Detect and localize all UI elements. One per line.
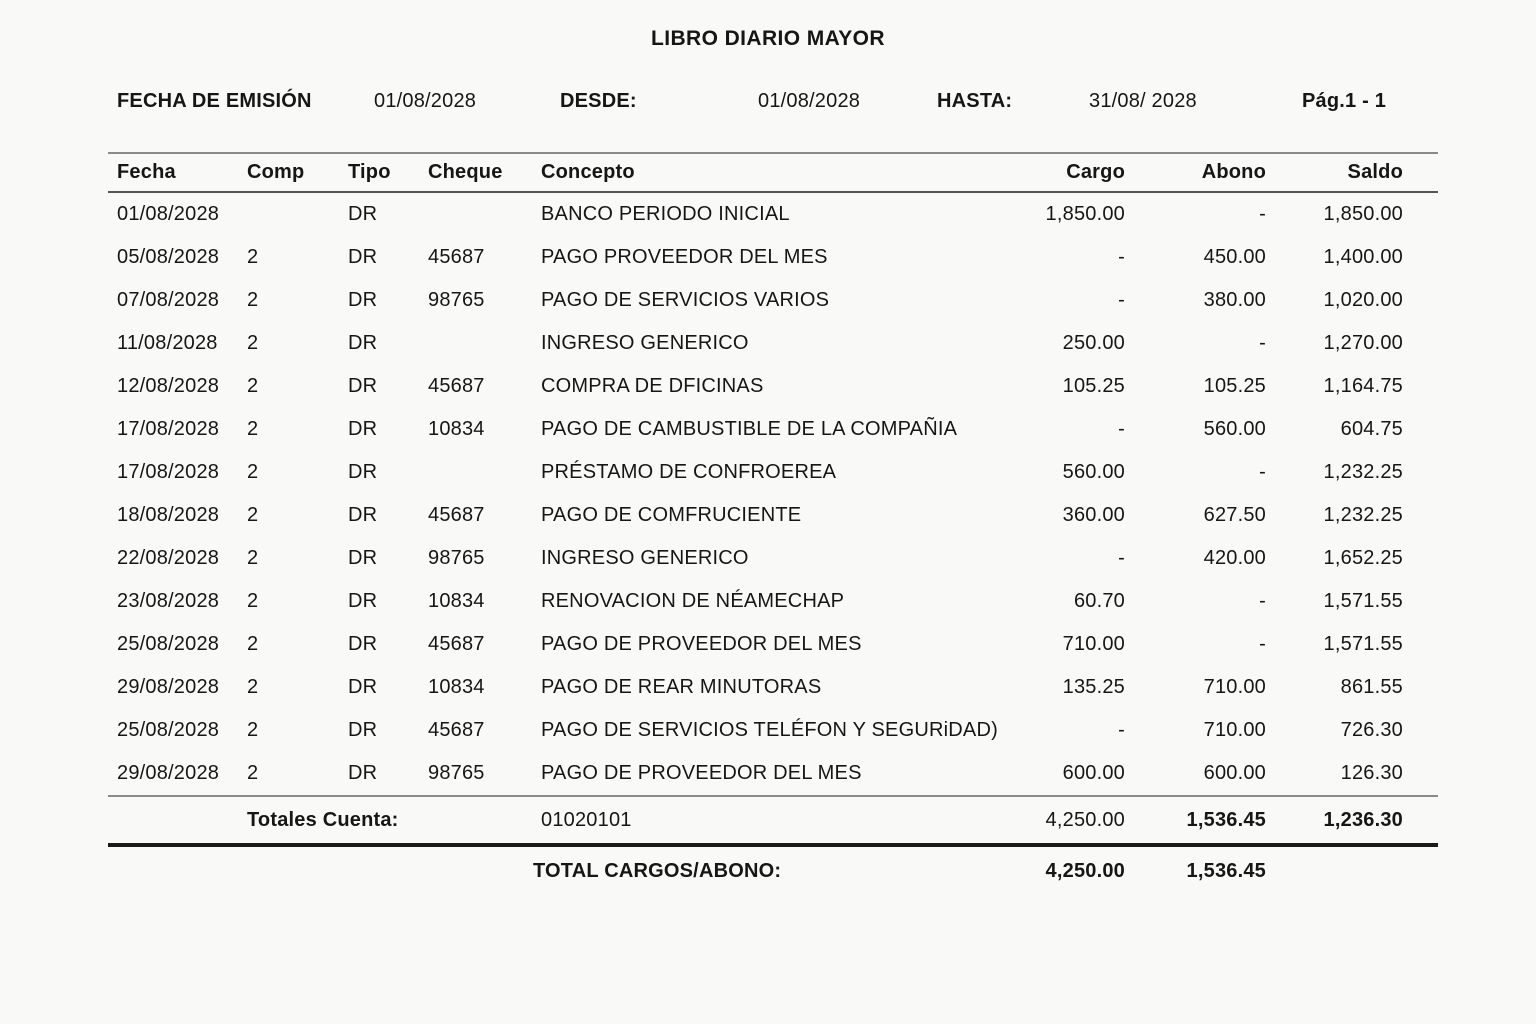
to-date-label: HASTA: xyxy=(937,90,1013,112)
cell-concepto: PAGO DE PROVEEDOR DEL MES xyxy=(541,633,862,655)
cell-cheque: 10834 xyxy=(428,590,485,612)
table-row xyxy=(108,365,1438,408)
cell-cheque: 45687 xyxy=(428,633,485,655)
cell-abono: - xyxy=(1259,633,1266,655)
from-date-value: 01/08/2028 xyxy=(758,90,861,112)
table-row xyxy=(108,537,1438,580)
table-row xyxy=(108,193,1438,236)
account-number: 01020101 xyxy=(541,808,632,831)
cell-abono: 600.00 xyxy=(1203,762,1266,784)
cell-cargo: 60.70 xyxy=(1073,590,1125,612)
cell-comp: 2 xyxy=(247,719,259,741)
cell-saldo: 1,020.00 xyxy=(1323,289,1403,311)
grand-total-row xyxy=(108,847,1438,895)
cell-tipo: DR xyxy=(348,590,378,612)
cell-cargo: 600.00 xyxy=(1062,762,1125,784)
cell-tipo: DR xyxy=(348,719,378,741)
table-row xyxy=(108,322,1438,365)
cell-fecha: 29/08/2028 xyxy=(117,676,220,698)
cell-comp: 2 xyxy=(247,676,259,698)
cell-saldo: 1,400.00 xyxy=(1323,246,1403,268)
cell-cheque: 10834 xyxy=(428,676,485,698)
cell-abono: 710.00 xyxy=(1203,676,1266,698)
cell-saldo: 1,652.25 xyxy=(1323,547,1403,569)
cell-comp: 2 xyxy=(247,633,259,655)
cell-fecha: 29/08/2028 xyxy=(117,762,220,784)
table-row xyxy=(108,580,1438,623)
cell-saldo: 861.55 xyxy=(1340,676,1403,698)
cell-concepto: PAGO DE SERVICIOS VARIOS xyxy=(541,289,830,311)
page-title: LIBRO DIARIO MAYOR xyxy=(651,27,885,50)
cell-fecha: 01/08/2028 xyxy=(117,203,220,225)
cell-fecha: 22/08/2028 xyxy=(117,547,220,569)
account-totals-label: Totales Cuenta: xyxy=(247,808,399,831)
table-row xyxy=(108,752,1438,795)
page-number: Pág.1 - 1 xyxy=(1302,90,1387,112)
cell-tipo: DR xyxy=(348,547,378,569)
cell-cargo: - xyxy=(1118,246,1125,268)
cell-comp: 2 xyxy=(247,547,259,569)
cell-comp: 2 xyxy=(247,332,259,354)
grand-total-abono: 1,536.45 xyxy=(1186,859,1266,882)
table-row xyxy=(108,236,1438,279)
ledger-table xyxy=(108,152,1438,895)
cell-saldo: 1,270.00 xyxy=(1323,332,1403,354)
cell-cargo: - xyxy=(1118,289,1125,311)
cell-tipo: DR xyxy=(348,633,378,655)
cell-cargo: - xyxy=(1118,418,1125,440)
cell-fecha: 25/08/2028 xyxy=(117,633,220,655)
column-header-fecha: Fecha xyxy=(117,161,176,183)
cell-cheque: 98765 xyxy=(428,547,485,569)
cell-abono: 380.00 xyxy=(1203,289,1266,311)
cell-abono: - xyxy=(1259,590,1266,612)
cell-fecha: 07/08/2028 xyxy=(117,289,220,311)
cell-abono: - xyxy=(1259,203,1266,225)
from-date-label: DESDE: xyxy=(560,90,637,112)
grand-total-label: TOTAL CARGOS/ABONO: xyxy=(533,859,782,882)
cell-cargo: 560.00 xyxy=(1062,461,1125,483)
cell-cheque: 45687 xyxy=(428,246,485,268)
table-header-row xyxy=(108,152,1438,193)
cell-cheque: 45687 xyxy=(428,719,485,741)
cell-comp: 2 xyxy=(247,418,259,440)
cell-saldo: 126.30 xyxy=(1340,762,1403,784)
cell-tipo: DR xyxy=(348,762,378,784)
cell-comp: 2 xyxy=(247,762,259,784)
table-row xyxy=(108,451,1438,494)
cell-fecha: 11/08/2028 xyxy=(117,332,218,354)
cell-concepto: PAGO DE COMFRUCIENTE xyxy=(541,504,802,526)
account-total-abono: 1,536.45 xyxy=(1186,808,1266,831)
cell-concepto: INGRESO GENERICO xyxy=(541,332,749,354)
cell-cargo: 710.00 xyxy=(1062,633,1125,655)
table-row xyxy=(108,623,1438,666)
cell-abono: - xyxy=(1259,332,1266,354)
cell-concepto: PAGO DE SERVICIOS TELÉFON Y SEGURiDAD) xyxy=(541,719,998,741)
cell-concepto: BANCO PERIODO INICIAL xyxy=(541,203,790,225)
to-date-value: 31/08/ 2028 xyxy=(1089,90,1197,112)
cell-abono: 710.00 xyxy=(1203,719,1266,741)
cell-saldo: 726.30 xyxy=(1340,719,1403,741)
cell-concepto: RENOVACION DE NÉAMECHAP xyxy=(541,590,845,612)
cell-saldo: 604.75 xyxy=(1340,418,1403,440)
cell-comp: 2 xyxy=(247,375,259,397)
cell-saldo: 1,571.55 xyxy=(1323,590,1403,612)
column-header-tipo: Tipo xyxy=(348,161,391,183)
report-meta-bar xyxy=(0,90,1536,116)
table-row xyxy=(108,666,1438,709)
column-header-saldo: Saldo xyxy=(1347,161,1403,183)
cell-fecha: 17/08/2028 xyxy=(117,418,220,440)
column-header-concepto: Concepto xyxy=(541,161,635,183)
table-row xyxy=(108,279,1438,322)
cell-concepto: PAGO PROVEEDOR DEL MES xyxy=(541,246,828,268)
cell-abono: 450.00 xyxy=(1203,246,1266,268)
cell-saldo: 1,850.00 xyxy=(1323,203,1403,225)
cell-comp: 2 xyxy=(247,461,259,483)
table-row xyxy=(108,709,1438,752)
cell-concepto: PAGO DE REAR MINUTORAS xyxy=(541,676,822,698)
cell-saldo: 1,571.55 xyxy=(1323,633,1403,655)
column-header-comp: Comp xyxy=(247,161,305,183)
cell-concepto: PAGO DE PROVEEDOR DEL MES xyxy=(541,762,862,784)
cell-cheque: 45687 xyxy=(428,504,485,526)
cell-cargo: - xyxy=(1118,719,1125,741)
cell-cargo: 105.25 xyxy=(1062,375,1125,397)
cell-tipo: DR xyxy=(348,461,378,483)
cell-tipo: DR xyxy=(348,504,378,526)
cell-cargo: 1,850.00 xyxy=(1045,203,1125,225)
cell-fecha: 17/08/2028 xyxy=(117,461,220,483)
cell-comp: 2 xyxy=(247,504,259,526)
cell-tipo: DR xyxy=(348,418,378,440)
cell-tipo: DR xyxy=(348,289,378,311)
table-body xyxy=(108,193,1438,795)
column-header-abono: Abono xyxy=(1201,161,1266,183)
cell-comp: 2 xyxy=(247,289,259,311)
cell-fecha: 05/08/2028 xyxy=(117,246,220,268)
emission-date-label: FECHA DE EMISIÓN xyxy=(117,90,312,112)
cell-saldo: 1,164.75 xyxy=(1323,375,1403,397)
cell-abono: 105.25 xyxy=(1203,375,1266,397)
cell-tipo: DR xyxy=(348,203,378,225)
table-row xyxy=(108,494,1438,537)
cell-abono: 560.00 xyxy=(1203,418,1266,440)
cell-comp: 2 xyxy=(247,246,259,268)
column-header-cargo: Cargo xyxy=(1066,161,1125,183)
cell-cargo: 250.00 xyxy=(1062,332,1125,354)
account-total-cargo: 4,250.00 xyxy=(1045,808,1125,831)
cell-fecha: 12/08/2028 xyxy=(117,375,220,397)
cell-tipo: DR xyxy=(348,676,378,698)
cell-fecha: 23/08/2028 xyxy=(117,590,220,612)
cell-tipo: DR xyxy=(348,375,378,397)
cell-cargo: 135.25 xyxy=(1062,676,1125,698)
cell-concepto: PRÉSTAMO DE CONFROEREA xyxy=(541,461,837,483)
cell-fecha: 25/08/2028 xyxy=(117,719,220,741)
cell-cargo: 360.00 xyxy=(1062,504,1125,526)
cell-fecha: 18/08/2028 xyxy=(117,504,220,526)
account-totals-row xyxy=(108,795,1438,847)
cell-tipo: DR xyxy=(348,332,378,354)
cell-comp: 2 xyxy=(247,590,259,612)
cell-cargo: - xyxy=(1118,547,1125,569)
cell-saldo: 1,232.25 xyxy=(1323,461,1403,483)
cell-abono: 420.00 xyxy=(1203,547,1266,569)
cell-cheque: 45687 xyxy=(428,375,485,397)
cell-concepto: INGRESO GENERICO xyxy=(541,547,749,569)
table-row xyxy=(108,408,1438,451)
cell-cheque: 98765 xyxy=(428,762,485,784)
grand-total-cargo: 4,250.00 xyxy=(1045,859,1125,882)
cell-concepto: PAGO DE CAMBUSTIBLE DE LA COMPAÑIA xyxy=(541,418,958,440)
cell-abono: 627.50 xyxy=(1203,504,1266,526)
cell-saldo: 1,232.25 xyxy=(1323,504,1403,526)
account-total-saldo: 1,236.30 xyxy=(1323,808,1403,831)
cell-tipo: DR xyxy=(348,246,378,268)
cell-cheque: 98765 xyxy=(428,289,485,311)
cell-concepto: COMPRA DE DFICINAS xyxy=(541,375,764,397)
emission-date-value: 01/08/2028 xyxy=(374,90,477,112)
column-header-cheque: Cheque xyxy=(428,161,503,183)
cell-cheque: 10834 xyxy=(428,418,485,440)
cell-abono: - xyxy=(1259,461,1266,483)
